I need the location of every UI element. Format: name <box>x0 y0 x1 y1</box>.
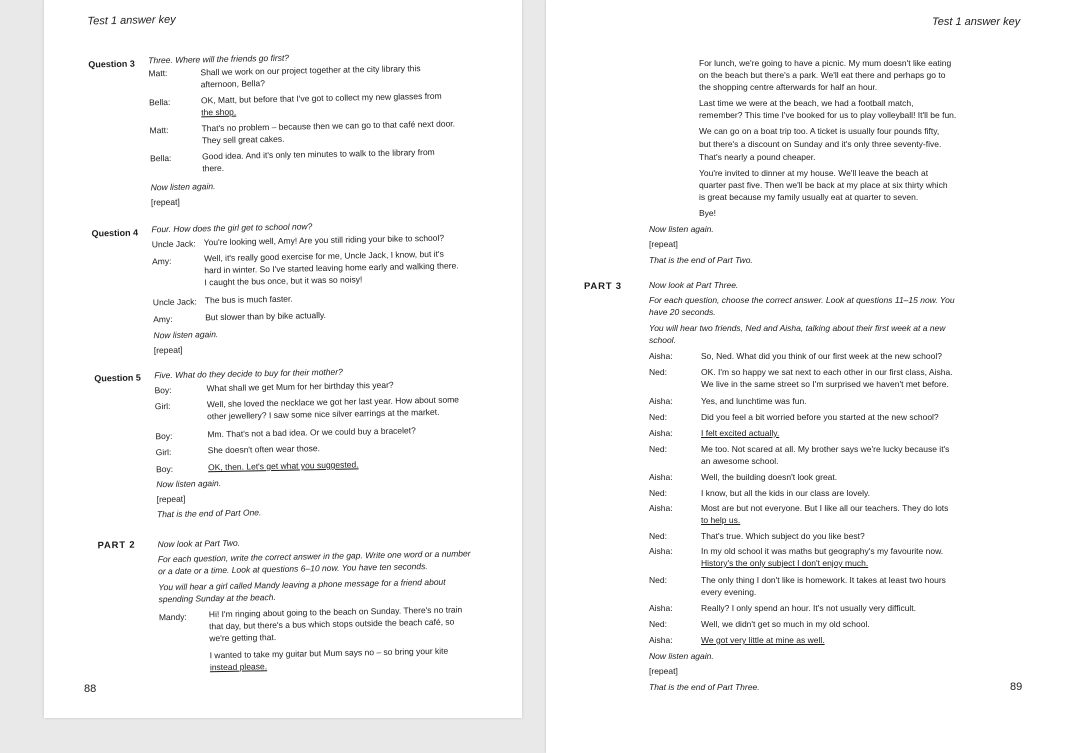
dialogue-speaker: Ned: <box>649 619 667 629</box>
question-4-prompt: Four. How does the girl get to school now? <box>151 221 313 235</box>
dialogue-line: You're looking well, Amy! Are you still riding your bike to school? <box>203 232 445 248</box>
dialogue-speaker: Matt: <box>149 124 169 136</box>
part-2-instruction: For each question, write the correct answer in the gap. Write one word or a number <box>157 548 471 565</box>
speech-line: Last time we were at the beach, we had a football match, <box>699 98 914 108</box>
question-3-label: Question 3 <box>88 58 135 70</box>
part-3-instruction: have 20 seconds. <box>649 307 716 317</box>
dialogue-speaker: Uncle Jack: <box>151 238 196 250</box>
listen-again: Now listen again. <box>649 224 714 234</box>
dialogue-line-answer: instead please. <box>209 661 268 673</box>
dialogue-speaker: Matt: <box>148 67 168 79</box>
question-3-prompt: Three. Where will the friends go first? <box>148 52 290 66</box>
dialogue-speaker: Mandy: <box>158 611 187 623</box>
repeat-marker: [repeat] <box>649 666 678 676</box>
speech-line: That's nearly a pound cheaper. <box>699 152 816 162</box>
dialogue-line: that day, but there's a bus which stops outside the beach café, so <box>209 616 455 632</box>
speech-line-answer: remember? This time I've booked for us to play volleyball! It'll be fun. <box>699 110 957 120</box>
dialogue-line: Well, she loved the necklace we got her last year. How about some <box>206 394 460 410</box>
dialogue-speaker: Aisha: <box>649 635 673 645</box>
part-3-instruction: You will hear two friends, Ned and Aisha, talking about their first week at a new <box>649 323 946 333</box>
dialogue-speaker: Ned: <box>649 488 667 498</box>
question-5-label: Question 5 <box>94 372 141 384</box>
dialogue-line-answer: other jewellery? I saw some nice silver earrings at the market. <box>206 406 440 422</box>
left-page-content <box>44 0 522 718</box>
dialogue-line: That's no problem – because then we can go to that café next door. <box>201 118 456 134</box>
dialogue-line: Well, it's really good exercise for me, Uncle Jack, I know, but it's <box>203 248 444 264</box>
listen-again: Now listen again. <box>153 329 219 341</box>
dialogue-line: we're getting that. <box>209 632 277 644</box>
dialogue-speaker: Amy: <box>153 313 173 325</box>
dialogue-speaker: Bella: <box>148 96 171 108</box>
part-2-instruction: spending Sunday at the beach. <box>158 592 276 605</box>
end-of-part-one: That is the end of Part One. <box>156 507 262 520</box>
speech-line: For lunch, we're going to have a picnic. My mum doesn't like eating <box>699 58 952 68</box>
dialogue-line: Really? I only spend an hour. It's not usually very difficult. <box>701 603 917 613</box>
listen-again: Now listen again. <box>150 181 216 193</box>
dialogue-speaker: Boy: <box>155 430 173 442</box>
speech-line: Bye! <box>699 208 717 218</box>
speech-line-answer: quarter past five. Then we'll be back at my place at six thirty which <box>699 180 948 190</box>
part-3-label: PART 3 <box>584 281 622 292</box>
dialogue-line-answer: OK, then. Let's get what you suggested. <box>207 459 359 473</box>
right-page <box>546 0 1080 753</box>
part-3-instruction: school. <box>649 335 676 345</box>
dialogue-line: So, Ned. What did you think of our first week at the new school? <box>701 351 942 361</box>
dialogue-line-answer: I wanted to take my guitar but Mum says no – so bring your kite <box>209 645 449 661</box>
speech-line: is great because my family usually eat at quarter to seven. <box>699 192 919 202</box>
dialogue-line: She doesn't often wear those. <box>207 443 320 456</box>
dialogue-speaker: Ned: <box>649 444 667 454</box>
dialogue-line: In my old school it was maths but geography's my favourite now. <box>701 546 944 556</box>
right-page-number: 89 <box>1010 681 1023 693</box>
dialogue-line: I know, but all the kids in our class are lovely. <box>701 488 870 498</box>
dialogue-line: there. <box>202 162 225 174</box>
dialogue-line: Hi! I'm ringing about going to the beach on Sunday. There's no train <box>208 604 463 620</box>
dialogue-line-answer: We live in the same street so I'm surprised we haven't met before. <box>701 379 949 389</box>
speech-line-answer: on the beach but there's a park. We'll eat there and perhaps go to <box>699 70 946 80</box>
dialogue-line-answer: the shop. <box>201 106 237 118</box>
left-page <box>44 0 522 718</box>
dialogue-line: I caught the bus once, but it was so noisy! <box>204 274 363 288</box>
dialogue-speaker: Ned: <box>649 531 667 541</box>
end-of-part-three: That is the end of Part Three. <box>649 682 760 692</box>
repeat-marker: [repeat] <box>156 493 186 505</box>
dialogue-line-answer: hard in winter. So I've started leaving home early and walking there. <box>204 260 459 276</box>
dialogue-line: Did you feel a bit worried before you started at the new school? <box>701 412 939 422</box>
dialogue-line: Well, the building doesn't look great. <box>701 472 838 482</box>
dialogue-line: afternoon, Bella? <box>200 78 266 90</box>
dialogue-line-answer: to help us. <box>701 515 741 525</box>
dialogue-speaker: Aisha: <box>649 503 673 513</box>
repeat-marker: [repeat] <box>153 344 183 356</box>
speech-line-answer: but there's a discount on Sunday and it's only three seventy-five. <box>699 139 942 149</box>
dialogue-line: The only thing I don't like is homework. It takes at least two hours <box>701 575 946 585</box>
dialogue-speaker: Bella: <box>150 152 172 164</box>
speech-line: We can go on a boat trip too. A ticket is usually four pounds fifty, <box>699 126 940 136</box>
dialogue-line: What shall we get Mum for her birthday this year? <box>206 379 394 394</box>
dialogue-line: Good idea. And it's only ten minutes to walk to the library from <box>201 146 435 162</box>
speech-line: You're invited to dinner at my house. We'll leave the beach at <box>699 168 929 178</box>
dialogue-line-answer: I felt excited actually. <box>701 428 780 438</box>
dialogue-line-answer: We got very little at mine as well. <box>701 635 825 645</box>
question-5-prompt: Five. What do they decide to buy for their mother? <box>154 366 343 381</box>
left-page-number: 88 <box>84 683 97 695</box>
dialogue-speaker: Boy: <box>154 384 172 396</box>
dialogue-speaker: Ned: <box>649 367 667 377</box>
dialogue-speaker: Ned: <box>649 575 667 585</box>
dialogue-speaker: Uncle Jack: <box>152 296 197 308</box>
repeat-marker: [repeat] <box>649 239 678 249</box>
dialogue-line-answer: Most are but not everyone. But I like all our teachers. They do lots <box>701 503 949 513</box>
listen-again: Now listen again. <box>649 651 714 661</box>
dialogue-speaker: Aisha: <box>649 546 673 556</box>
repeat-marker: [repeat] <box>150 196 180 208</box>
listen-again: Now listen again. <box>156 478 222 490</box>
dialogue-line: Yes, and lunchtime was fun. <box>701 396 807 406</box>
dialogue-speaker: Girl: <box>155 446 172 458</box>
dialogue-line: Shall we work on our project together at the city library this <box>200 63 421 78</box>
dialogue-speaker: Boy: <box>155 463 174 475</box>
dialogue-speaker: Aisha: <box>649 472 673 482</box>
dialogue-speaker: Girl: <box>154 400 171 412</box>
dialogue-line-answer: Well, we didn't get so much in my old school. <box>701 619 870 629</box>
dialogue-line: Mm. That's not a bad idea. Or we could buy a bracelet? <box>207 425 416 440</box>
speech-line: the shopping centre afterwards for half an hour. <box>699 82 878 92</box>
dialogue-line-answer: History's the only subject I don't enjoy much. <box>701 558 869 568</box>
dialogue-line: an awesome school. <box>701 456 779 466</box>
right-header-title: Test 1 answer key <box>932 16 1021 28</box>
part-3-instruction: Now look at Part Three. <box>649 280 739 290</box>
dialogue-speaker: Aisha: <box>649 428 673 438</box>
part-2-instruction: You will hear a girl called Mandy leaving a phone message for a friend about <box>158 576 446 593</box>
dialogue-line-answer: OK, Matt, but before that I've got to collect my new glasses from <box>200 90 442 106</box>
end-of-part-two: That is the end of Part Two. <box>649 255 753 265</box>
part-2-label: PART 2 <box>97 539 136 552</box>
dialogue-line-answer: OK. I'm so happy we sat next to each other in our first class, Aisha. <box>701 367 953 377</box>
dialogue-line: Me too. Not scared at all. My brother says we're lucky because it's <box>701 444 950 454</box>
dialogue-line-answer: That's true. Which subject do you like best? <box>701 531 865 541</box>
dialogue-speaker: Aisha: <box>649 603 673 613</box>
dialogue-speaker: Aisha: <box>649 351 673 361</box>
left-header-title: Test 1 answer key <box>87 13 176 28</box>
dialogue-speaker: Ned: <box>649 412 667 422</box>
part-2-instruction: Now look at Part Two. <box>157 537 241 550</box>
part-2-instruction: or a date or a time. Look at questions 6–10 now. You have ten seconds. <box>157 561 428 577</box>
dialogue-speaker: Aisha: <box>649 396 673 406</box>
dialogue-line: every evening. <box>701 587 757 597</box>
dialogue-line: They sell great cakes. <box>201 133 285 146</box>
dialogue-line: But slower than by bike actually. <box>205 309 327 323</box>
part-3-instruction: For each question, choose the correct answer. Look at questions 11–15 now. You <box>649 295 955 305</box>
dialogue-line: The bus is much faster. <box>204 293 293 306</box>
question-4-label: Question 4 <box>91 227 139 239</box>
dialogue-speaker: Amy: <box>151 255 172 267</box>
